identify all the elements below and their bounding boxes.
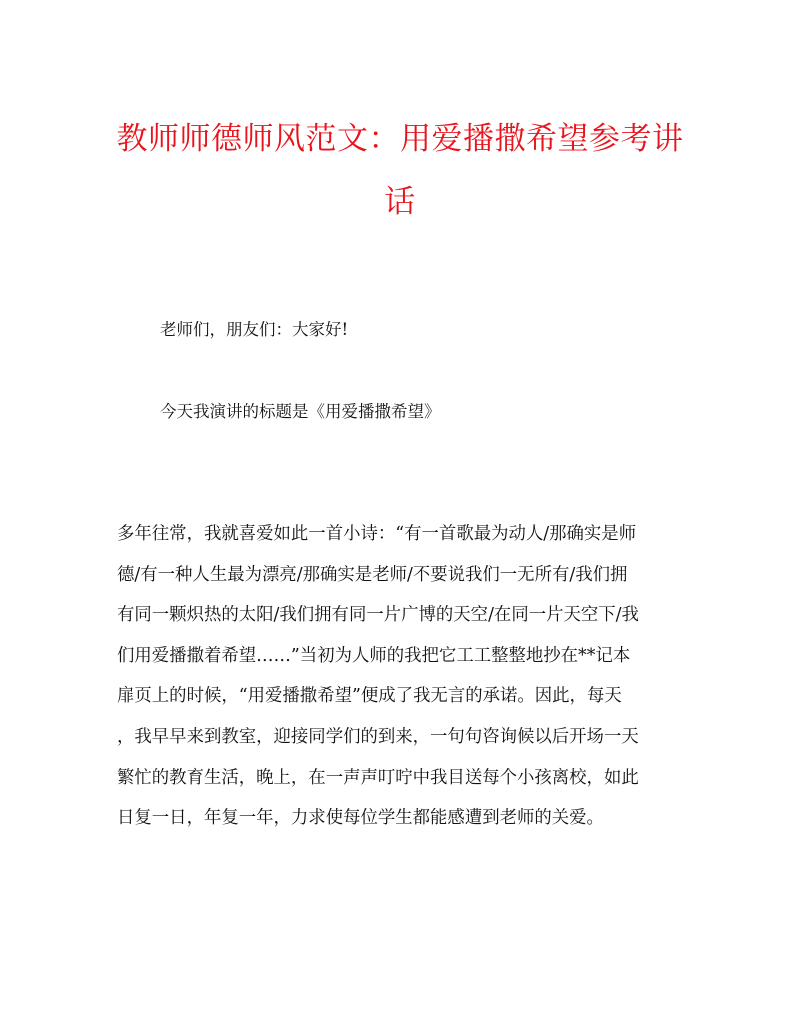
greeting-line: 老师们，朋友们：大家好! [160,320,349,339]
body-line: 日复一日，年复一年，力求使每位学生都能感遭到老师的关爱。 [117,808,604,829]
body-line: ，我早早来到教室，迎接同学们的到来，一句句咨询候以后开场一天 [117,726,639,747]
body-paragraph [117,514,697,839]
body-line: 多年往常，我就喜爱如此一首小诗：“有一首歌最为动人/那确实是师 [117,524,637,544]
body-line: 有同一颗炽热的太阳/我们拥有同一片广博的天空/在同一片天空下/我 [117,605,639,626]
body-line: 们用爱播撒着希望……”当初为人师的我把它工工整整地抄在**记本 [117,645,631,666]
document-title: 教师师德师风范文：用爱播撒希望参考讲话 [116,121,684,220]
body-line: 扉页上的时候，“用爱播撒希望”便成了我无言的承诺。因此，每天 [117,686,622,707]
body-line: 繁忙的教育生活，晚上，在一声声叮咛中我目送每个小孩离校，如此 [117,767,639,788]
speech-topic-line: 今天我演讲的标题是《用爱播撒希望》 [160,402,441,421]
body-line: 德/有一种人生最为漂亮/那确实是老师/不要说我们一无所有/我们拥 [117,564,628,585]
